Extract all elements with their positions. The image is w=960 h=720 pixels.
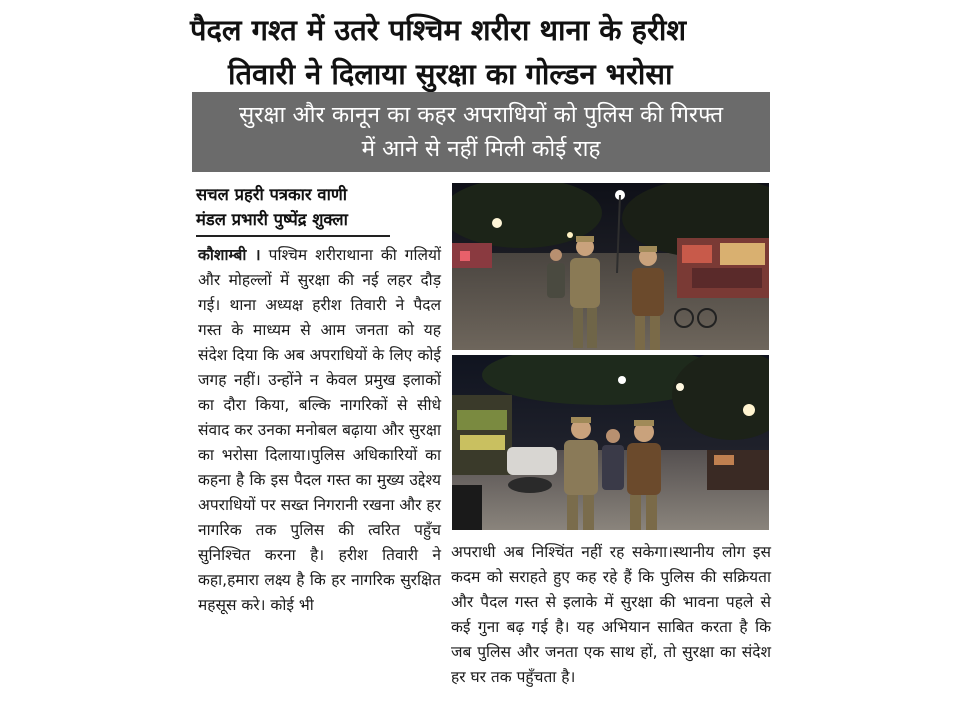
- patrol-photo-1-image: [452, 183, 769, 350]
- article-column-1: [198, 243, 441, 618]
- byline-line-1: सचल प्रहरी पत्रकार वाणी: [196, 185, 348, 204]
- subheadline-line-2: में आने से नहीं मिली कोई राह: [361, 136, 601, 162]
- byline: [196, 182, 426, 232]
- patrol-photo-2-image: [452, 355, 769, 530]
- subheadline-banner: [192, 92, 770, 172]
- headline-line-2: तिवारी ने दिलाया सुरक्षा का गोल्डन भरोसा: [228, 57, 673, 91]
- byline-divider: [196, 235, 390, 237]
- article-column-2: अपराधी अब निश्चिंत नहीं रह सकेगा।स्थानीय लोग इस कदम को सराहते हुए कह रहे हैं कि पुलिस की सक्रियता और पैदल गस्त से इलाके में सुरक्षा की भावना पहले से कई गुना बढ़ गई है। यह अभियान साबित करता है कि जब पुलिस और जनता एक साथ हों, तो सुरक्षा का संदेश हर घर तक पहुँचता है।: [451, 543, 771, 686]
- dateline: कौशाम्बी ।: [198, 246, 261, 264]
- column-1-text: पश्चिम शरीराथाना की गलियों और मोहल्लों में सुरक्षा की नई लहर दौड़ गई। थाना अध्यक्ष हरीश तिवारी ने पैदल गस्त के माध्यम से आम जनता को यह संदेश दिया कि अब अपराधियों के लिए कोई जगह नहीं। उन्होंने न केवल प्रमुख इलाकों का दौरा किया, बल्कि नागरिकों से सीधे संवाद कर उनका मनोबल बढ़ाया और सुरक्षा का भरोसा दिलाया।पुलिस अधिकारियों का कहना है कि इस पैदल गस्त का मुख्य उद्देश्य अपराधियों पर सख्त निगरानी रखना और हर नागरिक तक पुलिस की त्वरित पहुँच सुनिश्चित करना है। हरीश तिवारी ने कहा,हमारा लक्ष्य है कि हर नागरिक सुरक्षित महसूस करे। कोई भी: [198, 246, 441, 614]
- patrol-photo-1: [452, 183, 769, 350]
- byline-line-2: मंडल प्रभारी पुष्पेंद्र शुक्ला: [196, 210, 348, 229]
- subheadline-line-1: सुरक्षा और कानून का कहर अपराधियों को पुलिस की गिरफ्त: [238, 102, 724, 128]
- patrol-photo-2: [452, 355, 769, 530]
- headline: [190, 8, 770, 96]
- headline-line-1: पैदल गश्त में उतरे पश्चिम शरीरा थाना के हरीश: [190, 13, 687, 47]
